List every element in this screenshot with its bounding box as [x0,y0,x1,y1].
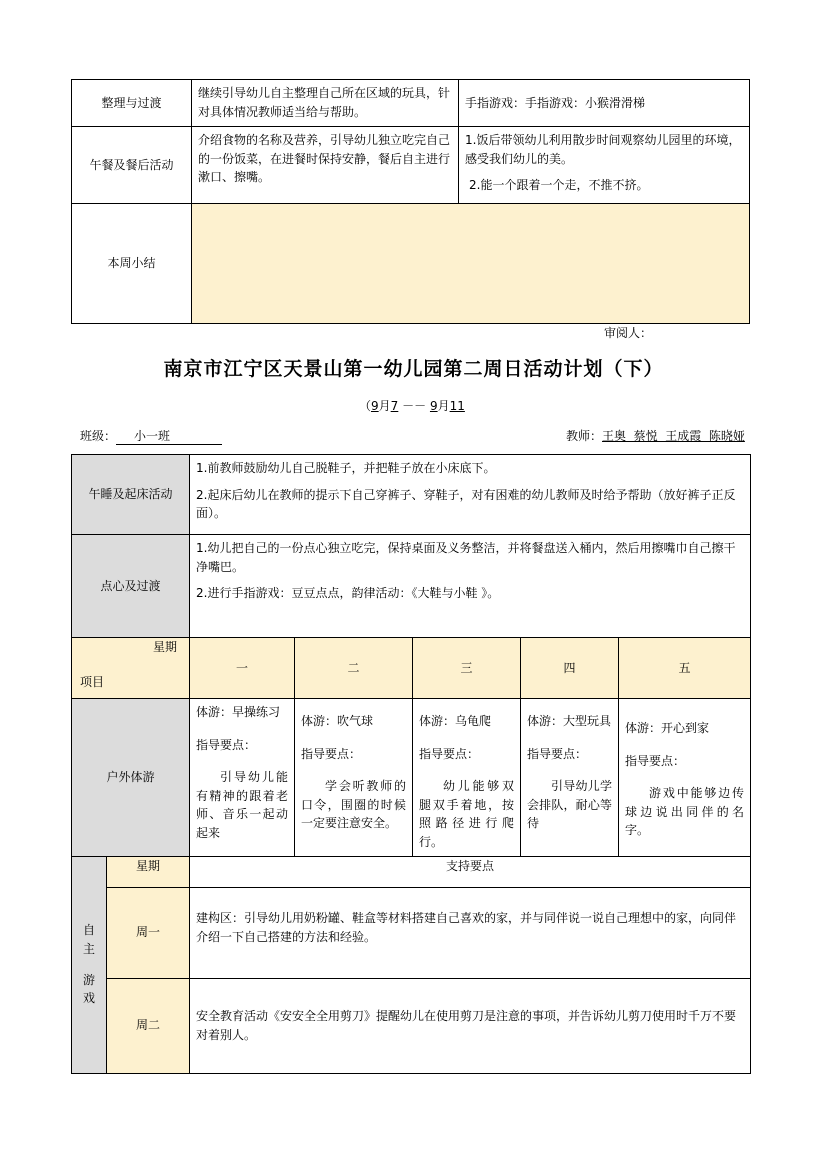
snack-p1: 1.幼儿把自己的一份点心独立吃完，保持桌面及义务整洁，并将餐盘送入桶内，然后用擦嘴巾自己擦干净嘴巴。 [196,541,736,574]
outdoor-game: 体游：开心到家 [625,721,710,735]
summary-content [192,204,750,324]
item-header-label: 项目 [80,675,105,690]
class-label: 班级： [80,429,117,443]
free-play-char: 戏 [82,991,95,1006]
outdoor-guide-label: 指导要点： [625,753,686,768]
teacher-info [566,427,745,444]
row-label-free-play [72,856,107,1073]
outdoor-guide-label: 指导要点： [419,746,480,761]
outdoor-guide-text: 引导幼儿学会排队，耐心等待 [527,779,613,831]
free-play-text-tue: 安全教育活动《安安全全用剪刀》提醒幼儿在使用剪刀是注意的事项，并告诉幼儿剪刀使用时千万不要对着别人。 [190,978,751,1073]
main-plan-table [71,454,751,1074]
outdoor-guide-text: 引导幼儿能有精神的跟着老师、音乐一起动起来 [196,770,289,840]
outdoor-guide-label: 指导要点： [527,746,588,761]
nap-p2: 2.起床后幼儿在教师的提示下自己穿裤子、穿鞋子，对有困难的幼儿教师及时给予帮助（放好裤子正反面）。 [196,487,736,521]
day-header-wed: 三 [413,638,521,699]
outdoor-guide-label: 指导要点： [196,737,257,752]
free-play-char: 主 [82,941,95,956]
date-range [359,397,465,414]
date-separator: －－ [398,399,430,413]
teacher-names: 王奥 蔡悦 王成霞 陈晓娅 [602,429,745,443]
date-day-start: 7 [390,399,399,413]
free-play-day-tue: 周二 [107,978,190,1073]
snack-content [190,535,751,638]
free-play-support-header: 支持要点 [190,856,751,887]
free-play-char: 自 [82,923,95,938]
outdoor-game: 体游：大型玩具 [527,714,612,728]
row-label-nap: 午睡及起床活动 [72,455,190,535]
week-item-header [72,638,190,699]
tidy-left-text: 继续引导幼儿自主整理自己所在区域的玩具，针对具体情况教师适当给与帮助。 [192,80,459,127]
lunch-right-p2: 2.能一个跟着一个走，不推不挤。 [469,178,649,193]
outdoor-game: 体游：乌龟爬 [419,714,492,728]
tidy-right-text: 手指游戏：手指游戏：小猴滑滑梯 [459,80,750,127]
date-month-start: 9 [371,399,379,413]
outdoor-game: 体游：早操练习 [196,705,281,719]
class-value: 小一班 [116,427,222,445]
weekday-header-label: 星期 [153,640,178,654]
row-label-tidy: 整理与过渡 [72,80,192,127]
reviewer-label: 审阅人： [604,326,653,340]
day-header-fri: 五 [619,638,751,699]
date-yue-end: 月 [437,399,450,413]
outdoor-cell-tue [295,699,413,857]
teacher-label: 教师： [566,429,603,443]
date-month-end: 9 [429,399,438,413]
free-play-text-mon: 建构区：引导幼儿用奶粉罐、鞋盒等材料搭建自己喜欢的家，并与同伴说一说自己理想中的家，向同伴介绍一下自己搭建的方法和经验。 [190,887,751,978]
lunch-left-text: 介绍食物的名称及营养，引导幼儿独立吃完自己的一份饭菜，在进餐时保持安静，餐后自主进行漱口、擦嘴。 [192,127,459,204]
nap-p1: 1.前教师鼓励幼儿自己脱鞋子，并把鞋子放在小床底下。 [196,461,496,475]
lunch-right-p1: 1.饭后带领幼儿利用散步时间观察幼儿园里的环境，感受我们幼儿的美。 [465,133,741,166]
page-title: 南京市江宁区天景山第一幼儿园第二周日活动计划（下） [163,358,664,380]
date-day-end: 11 [449,399,465,413]
date-open: （ [359,399,372,413]
day-header-mon: 一 [190,638,295,699]
outdoor-cell-mon [190,699,295,857]
row-label-outdoor: 户外体游 [72,699,190,857]
row-label-lunch: 午餐及餐后活动 [72,127,192,204]
date-yue-start: 月 [378,399,391,413]
class-info [80,427,222,445]
free-play-char: 游 [82,972,95,987]
snack-p2: 2.进行手指游戏：豆豆点点，韵律活动：《大鞋与小鞋 》。 [196,586,500,601]
outdoor-cell-wed [413,699,521,857]
outdoor-guide-label: 指导要点： [301,746,362,761]
outdoor-guide-text: 游戏中能够边传球边说出同伴的名字。 [625,786,745,838]
day-header-tue: 二 [295,638,413,699]
outdoor-guide-text: 幼儿能够双腿双手着地，按照路径进行爬行。 [419,779,515,849]
free-play-weekday-header: 星期 [107,856,190,887]
lunch-right-cell [459,127,750,204]
outdoor-guide-text: 学会听教师的口令，围圈的时候一定要注意安全。 [301,779,407,831]
row-label-summary: 本周小结 [72,204,192,324]
outdoor-cell-thu [521,699,619,857]
outdoor-cell-fri [619,699,751,857]
outdoor-game: 体游：吹气球 [301,714,374,728]
day-header-thu: 四 [521,638,619,699]
free-play-day-mon: 周一 [107,887,190,978]
row-label-snack: 点心及过渡 [72,535,190,638]
top-plan-table [71,79,750,324]
nap-content [190,455,751,535]
